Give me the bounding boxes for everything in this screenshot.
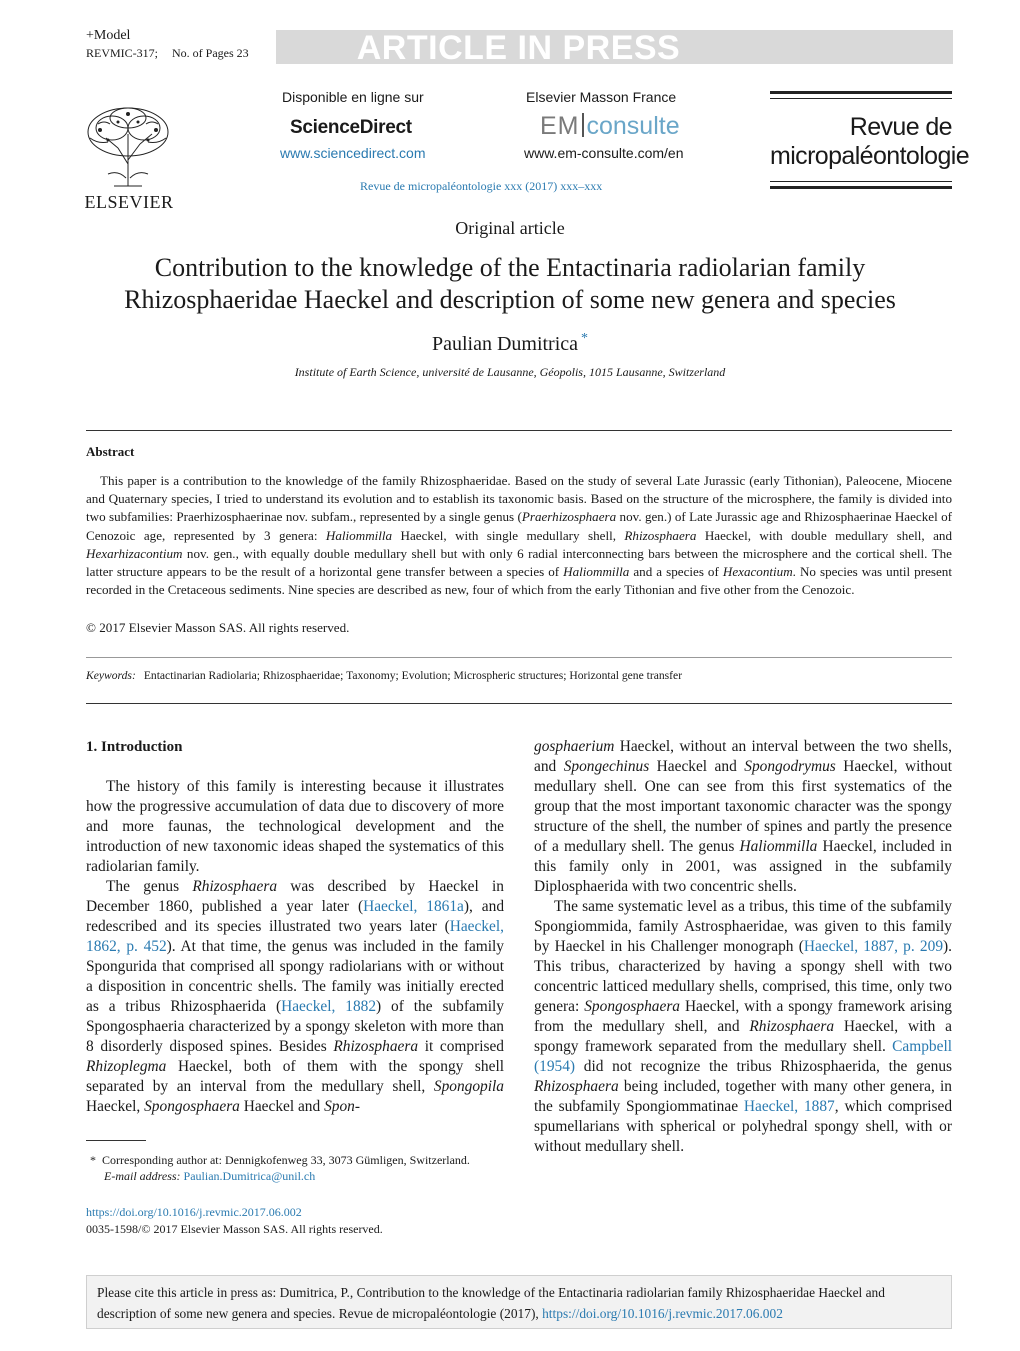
journal-citation-line[interactable]: Revue de micropaléontologie xxx (2017) xxx–xxx	[360, 179, 603, 193]
keywords-label: Keywords:	[86, 669, 136, 682]
em-logo-em: EM	[540, 112, 580, 140]
cite-this-article-box	[86, 1275, 952, 1329]
right-column	[534, 737, 952, 1157]
affiliation: Institute of Earth Science, université de Lausanne, Géopolis, 1015 Lausanne, Switzerland	[294, 365, 726, 379]
footnote-text: Corresponding author at: Dennigkofenweg 33, 3073 Gümligen, Switzerland.	[102, 1153, 470, 1167]
article-title-line-1: Contribution to the knowledge of the Entactinaria radiolarian family	[154, 253, 866, 282]
abstract-paragraph: This paper is a contribution to the knowledge of the family Rhizosphaeridae. Based on the study of several Late Jurassic (early Tithonian), Paleocene, Miocene and Quaternary species, I tried to understand its evolution and to establish its taxonomic basis. Based on the structure of the microsphere, the family is divided into two subfamilies: Praerhizosphaerinae nov. subfam., represented by a single genus (Praerhizosphaera nov. gen.) of Late Jurassic age and Rhizosphaerinae Haeckel of Cenozoic age, represented by 3 genera: Haliommilla Haeckel, with single medullary shell, Rhizosphaera Haeckel, with double medullary shell, and Hexarhizacontium nov. gen., with equally double medullary shell but with only 6 radial interconnecting bars between the microsphere and the cortical shell. The latter structure appears to be the result of a horizontal gene transfer between a species of Haliommilla and a species of Hexacontium. No species was until present recorded in the Cretaceous sediments. Nine species are described as new, four of which from the early Tithonian and five other from the Cenozoic.	[86, 473, 953, 598]
ref-link-haeckel-1887-p209[interactable]: Haeckel, 1887, p. 209	[803, 938, 944, 955]
journal-title-bottom-rule	[770, 181, 952, 189]
model-label: +Model	[86, 28, 131, 43]
sciencedirect-available-label: Disponible en ligne sur	[282, 89, 424, 105]
keywords-bottom-rule	[86, 703, 952, 704]
journal-title-line-2: micropaléontologie	[770, 142, 970, 170]
left-column	[86, 777, 504, 1117]
email-link[interactable]: Paulian.Dumitrica@unil.ch	[183, 1169, 316, 1183]
em-consulte-logo	[540, 112, 680, 141]
footnote-mark: *	[90, 1153, 96, 1167]
intro-paragraph-3: The same systematic level as a tribus, this time of the subfamily Spongiommida, family Astrosphaeridae, was given to this family by Haeckel in his Challenger monograph (Haeckel, 1887, p. 209). This tribus, characterized by having a spongy shell with two concentric latticed medullary shells, comprised, this time, only two genera: Spongosphaera Haeckel, with a spongy framework arising from the medullary shell, and Rhizosphaera Haeckel, with a spongy framework separated from the medullary shell. Campbell (1954) did not recognize the tribus Rhizosphaerida, the genus Rhizosphaera being included, together with many other genera, in the subfamily Spongiommatinae Haeckel, 1887, which comprised spumellarians with spherical or polyhedral spongy shell, with or without medullary shell.	[534, 898, 953, 1155]
em-publisher-label: Elsevier Masson France	[526, 89, 677, 105]
elsevier-wordmark: ELSEVIER	[84, 192, 174, 212]
reference-line	[86, 45, 263, 61]
cite-doi-link[interactable]: https://doi.org/10.1016/j.revmic.2017.06.002	[542, 1306, 783, 1321]
abstract-body	[86, 472, 952, 599]
journal-title-top-rule	[770, 91, 952, 99]
article-title	[60, 252, 960, 316]
abstract-copyright: © 2017 Elsevier Masson SAS. All rights reserved.	[86, 620, 350, 635]
intro-paragraph-1: The history of this family is interesting because it illustrates how the progressive accumulation of data due to discovery of more and more faunas, the technological development and the introduction of new taxonomic ideas shaped the systematics of this radiolarian family.	[86, 778, 504, 875]
keywords	[86, 669, 682, 682]
em-logo-separator	[582, 113, 584, 137]
intro-paragraph-2-continued: gosphaerium Haeckel, without an interval between the two shells, and Spongechinus Haeckel and Spongodrymus Haeckel, without medullary shell. One can see from this first systematics of the group that the most important taxonomic character was the spongy structure of the shell, the number of spines and partly the presence of a medullary shell. The genus Haliommilla Haeckel, included in this family only in 2001, was assigned in the subfamily Diplosphaerida with two concentric shells.	[534, 738, 952, 895]
ref-link-haeckel-1861a[interactable]: Haeckel, 1861a	[363, 898, 464, 915]
article-in-press-banner: ARTICLE IN PRESS	[356, 29, 681, 67]
article-type: Original article	[455, 218, 565, 238]
sciencedirect-logo: ScienceDirect	[290, 117, 412, 138]
footnote-rule	[86, 1140, 146, 1141]
ref-code: REVMIC-317;	[86, 46, 158, 60]
sciencedirect-url[interactable]: www.sciencedirect.com	[280, 145, 426, 161]
journal-title	[770, 113, 970, 171]
issn-line: 0035-1598/© 2017 Elsevier Masson SAS. All rights reserved.	[86, 1222, 383, 1236]
cite-text: Please cite this article in press as: Dumitrica, P., Contribution to the knowledge of the Entactinaria radiolarian family Rhizosphaeridae Haeckel and description of some new genera and species. Revue de micropaléontologie (2017),	[97, 1285, 885, 1321]
corresponding-author-mark[interactable]: *	[581, 331, 589, 346]
email-label: E-mail address:	[104, 1169, 181, 1183]
intro-paragraph-2: The genus Rhizosphaera was described by Haeckel in December 1860, published a year later (Haeckel, 1861a), and redescribed and its species illustrated two years later (Haeckel, 1862, p. 452). At that time, the genus was included in the family Spongurida that comprised all spongy radiolarians with or without a disposition in concentric shells. The family was initially erected as a tribus Rhizosphaerida (Haeckel, 1882) of the subfamily Spongosphaeria characterized by a spongy skeleton with more than 8 disorderly disposed spines. Besides Rhizosphaera it comprised Rhizoplegma Haeckel, both of them with the spongy shell separated by an interval from the medullary shell, Spongopila Haeckel, Spongosphaera Haeckel and Spon-	[86, 878, 505, 1115]
author-name: Paulian Dumitrica	[431, 333, 579, 355]
keywords-top-rule	[86, 657, 952, 658]
article-title-line-2: Rhizosphaeridae Haeckel and description of some new genera and species	[124, 285, 896, 314]
abstract-heading: Abstract	[86, 444, 135, 459]
ref-link-campbell-1954[interactable]: Campbell (1954)	[534, 1038, 952, 1075]
em-logo-consulte: consulte	[586, 112, 680, 140]
ref-link-haeckel-1882[interactable]: Haeckel, 1882	[281, 998, 377, 1015]
ref-link-haeckel-1862[interactable]: Haeckel, 1862, p. 452	[86, 918, 504, 955]
page-count: No. of Pages 23	[172, 46, 249, 60]
corresponding-author-footnote	[90, 1152, 510, 1184]
abstract-top-rule	[86, 430, 952, 431]
elsevier-tree-logo	[78, 104, 178, 188]
keywords-list: Entactinarian Radiolaria; Rhizosphaeridae; Taxonomy; Evolution; Microspheric structures; Horizontal gene transfer	[143, 669, 683, 682]
journal-title-line-1: Revue de	[849, 113, 952, 141]
doi-link[interactable]: https://doi.org/10.1016/j.revmic.2017.06.002	[86, 1205, 302, 1219]
author-line	[0, 331, 1020, 356]
em-consulte-url[interactable]: www.em-consulte.com/en	[524, 145, 684, 161]
ref-link-haeckel-1887[interactable]: Haeckel, 1887	[743, 1098, 835, 1115]
section-heading-introduction: 1. Introduction	[86, 739, 183, 755]
